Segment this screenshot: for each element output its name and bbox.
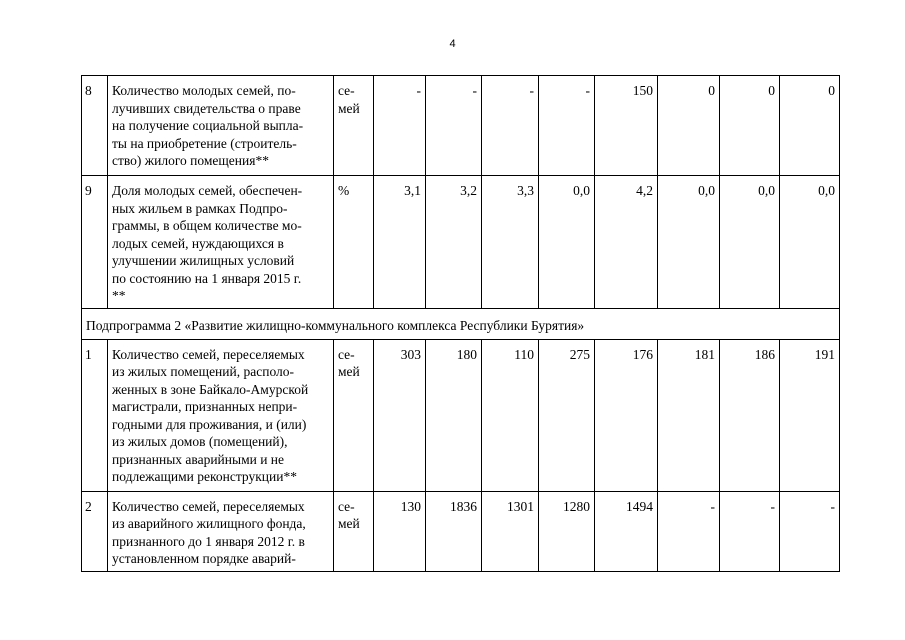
row-number: 9 [82,176,108,309]
indicators-table [81,75,840,572]
indicator-name: Количество молодых семей, по- лучивших свидетельства о праве на получение социальной выпла- ты на приобретение (строитель- ство) жилого помещения** [108,76,334,176]
value-cell: 4,2 [595,176,658,309]
value-cell: 1301 [482,491,539,571]
row-number: 2 [82,491,108,571]
value-cell: 176 [595,339,658,491]
indicator-name: Количество семей, переселяемых из аварийного жилищного фонда, признанного до 1 января 2012 г. в установленном порядке аварий- [108,491,334,571]
value-cell: 130 [374,491,426,571]
section-row [82,309,840,340]
value-cell: 1494 [595,491,658,571]
indicator-name: Количество семей, переселяемых из жилых помещений, располо- женных в зоне Байкало-Амурской магистрали, признанных непри- годными для проживания, и (или) из жилых домов (помещений), признанных аварийными и не подлежащими реконструкции** [108,339,334,491]
unit: се- мей [334,491,374,571]
value-cell: 180 [426,339,482,491]
value-cell: - [539,76,595,176]
row-number: 8 [82,76,108,176]
unit: се- мей [334,339,374,491]
value-cell: 0 [780,76,840,176]
value-cell: 1280 [539,491,595,571]
value-cell: 150 [595,76,658,176]
value-cell: - [780,491,840,571]
unit: % [334,176,374,309]
table-row [82,491,840,571]
value-cell: - [482,76,539,176]
value-cell: 3,1 [374,176,426,309]
unit: се- мей [334,76,374,176]
value-cell: 110 [482,339,539,491]
value-cell: - [720,491,780,571]
table-row [82,339,840,491]
value-cell: 0,0 [658,176,720,309]
value-cell: 0,0 [780,176,840,309]
value-cell: 275 [539,339,595,491]
value-cell: 181 [658,339,720,491]
value-cell: 191 [780,339,840,491]
value-cell: 0,0 [539,176,595,309]
table-row [82,176,840,309]
table-row [82,76,840,176]
value-cell: 186 [720,339,780,491]
indicator-name: Доля молодых семей, обеспечен- ных жильем в рамках Подпро- граммы, в общем количестве мо- лодых семей, нуждающихся в улучшении жилищных условий по состоянию на 1 января 2015 г. ** [108,176,334,309]
value-cell: - [426,76,482,176]
value-cell: 3,2 [426,176,482,309]
value-cell: 0,0 [720,176,780,309]
value-cell: - [374,76,426,176]
value-cell: - [658,491,720,571]
value-cell: 0 [658,76,720,176]
section-title: Подпрограмма 2 «Развитие жилищно-коммунального комплекса Республики Бурятия» [82,309,840,340]
value-cell: 3,3 [482,176,539,309]
value-cell: 0 [720,76,780,176]
row-number: 1 [82,339,108,491]
value-cell: 1836 [426,491,482,571]
page-number: 4 [449,38,456,50]
value-cell: 303 [374,339,426,491]
